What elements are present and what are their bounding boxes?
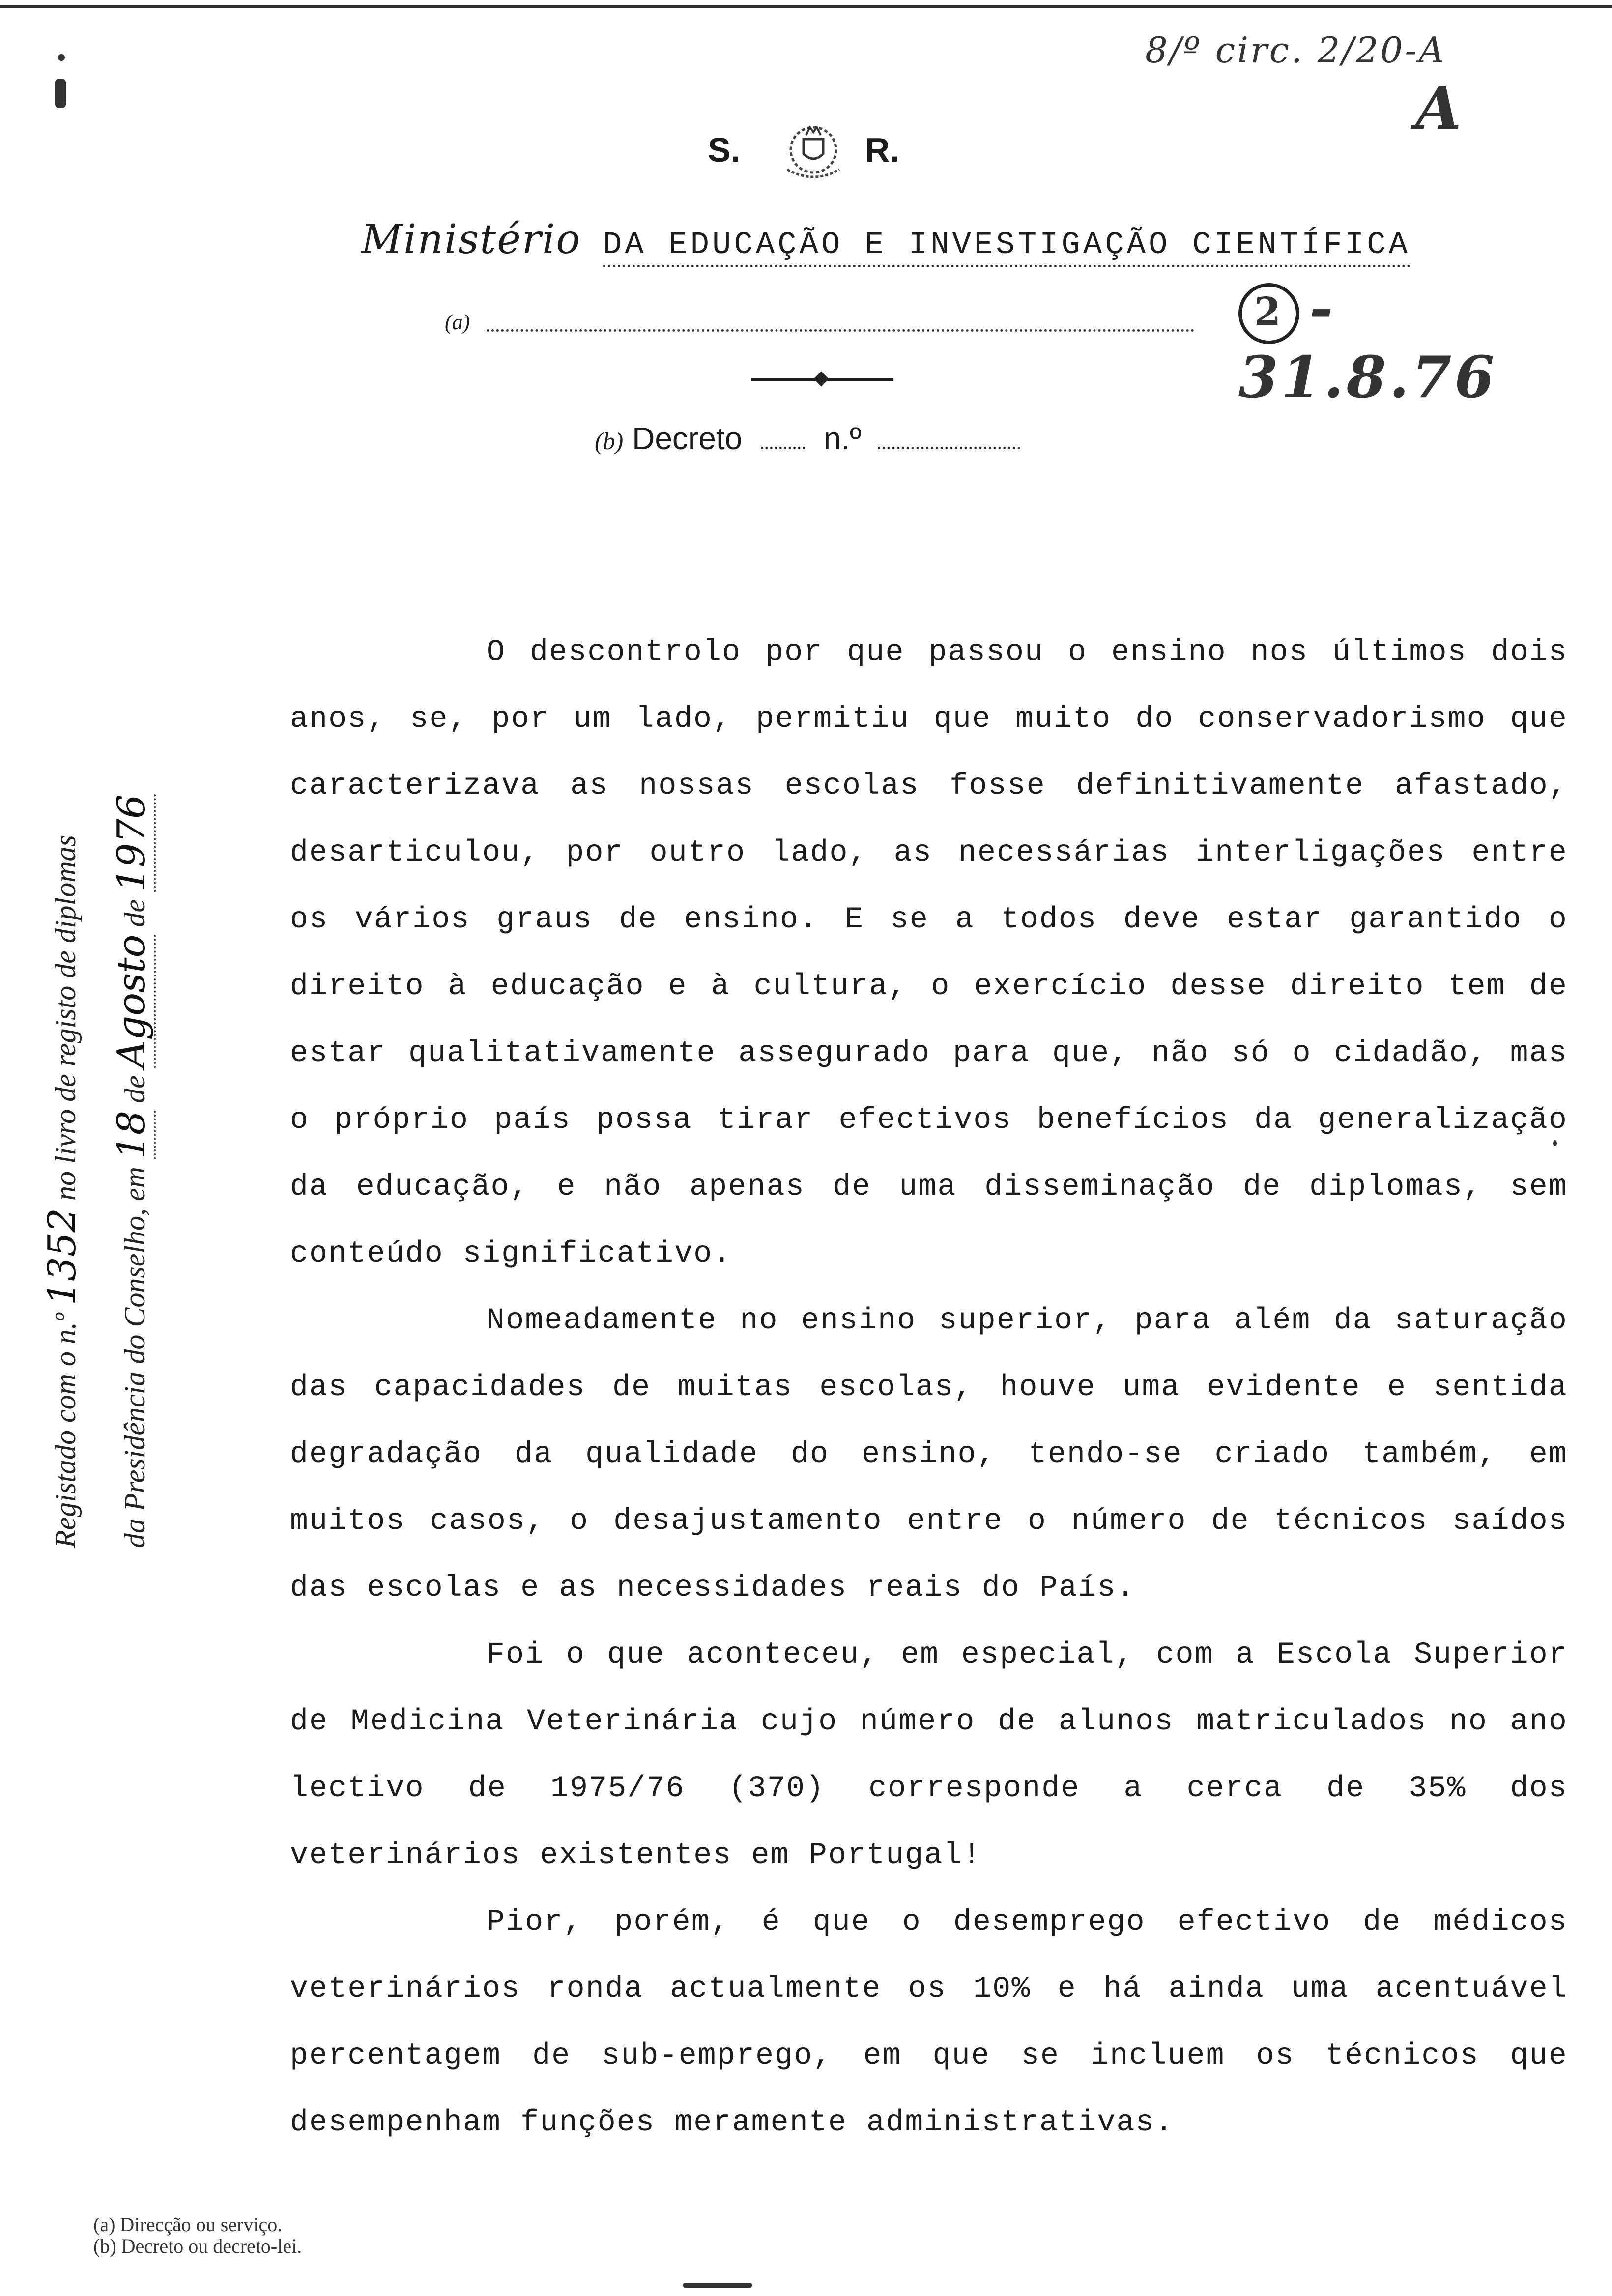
letterhead-sr [703, 115, 958, 194]
margin-line-1 [29, 624, 99, 1548]
divider-diamond-icon [813, 371, 829, 386]
letterhead-r: R. [865, 131, 899, 169]
decree-type-dots [761, 447, 805, 449]
handwritten-reference [1238, 275, 1612, 411]
margin-line-2 [99, 624, 168, 1548]
circled-reference-number: 2 [1238, 283, 1299, 344]
punch-mark [55, 79, 66, 108]
margin-de-2: de [118, 899, 151, 927]
paragraph-2: Nomeadamente no ensino superior, para além da saturação das capacidades de muitas escolas, houve uma evidente e sentida degradação da qualidade do ensino, tendo-se criado também, em muitos casos, o desajustamento entre o número de técnicos saídos das escolas e as necessidades reais do País. [290, 1304, 1568, 1605]
margin-register-number: 1352 [40, 1207, 85, 1306]
field-a-dotted-line [487, 329, 1194, 332]
margin-prefix: Registado com o n.º [49, 1313, 82, 1548]
scan-speck [683, 2283, 752, 2288]
handwritten-top-note: 8/º circ. 2/20-A [1145, 29, 1446, 71]
ministry-stamp: Ministério [361, 216, 581, 263]
decree-word: Decreto [632, 421, 743, 456]
decree-number-label: n.º [823, 421, 862, 456]
ministry-heading [361, 216, 1410, 263]
paragraph-3: Foi o que aconteceu, em especial, com a Escola Superior de Medicina Veterinária cujo número de alunos matriculados no ano lectivo de 1975/76 (370) corresponde a cerca de 35% dos veterinários existentes em Portugal! [290, 1638, 1568, 1872]
document-body [290, 619, 1568, 2156]
footnote-a: (a) Direcção ou serviço. [93, 2213, 283, 2236]
handwritten-stamp-mark: A [1415, 74, 1462, 143]
footnote-b: (b) Decreto ou decreto-lei. [93, 2235, 302, 2257]
reference-date: - 31.8.76 [1238, 275, 1497, 411]
scan-speck [1553, 1140, 1557, 1146]
ministry-name: DA EDUCAÇÃO E INVESTIGAÇÃO CIENTÍFICA [603, 228, 1410, 267]
letterhead-s: S. [708, 131, 741, 169]
coat-of-arms-icon [777, 115, 850, 184]
footnotes [93, 2214, 302, 2257]
paragraph-4: Pior, porém, é que o desemprego efectivo de médicos veterinários ronda actualmente os 10% e há ainda uma acentuável percentagem de sub-emprego, em que se incluem os técnicos que desempenham funções meramente administrativas. [290, 1905, 1568, 2140]
margin-registration-note [29, 624, 192, 1548]
decree-number-dots [878, 447, 1020, 449]
field-a-label: (a) [445, 310, 470, 334]
top-border-line [0, 5, 1612, 8]
margin-middle-text: no livro de registo de diplomas [49, 835, 82, 1201]
decree-marker: (b) [595, 427, 624, 455]
margin-line2-prefix: da Presidência do Conselho, em [118, 1167, 151, 1548]
margin-month: Agosto [110, 935, 156, 1068]
decree-line [595, 420, 1020, 457]
margin-year: 1976 [110, 794, 156, 892]
punch-mark [58, 54, 65, 61]
margin-day: 18 [110, 1111, 156, 1159]
paragraph-1: O descontrolo por que passou o ensino nos últimos dois anos, se, por um lado, permitiu que muito do conservadorismo que caracterizava as nossas escolas fosse definitivamente afastado, desarticulou, por outro lado, as necessárias interligações entre os vários graus de ensino. E se a todos deve estar garantido o direito à educação e à cultura, o exercício desse direito tem de estar qualitativamente assegurado para que, não só o cidadão, mas o próprio país possa tirar efectivos benefícios da generalização da educação, e não apenas de uma disseminação de diplomas, sem conteúdo significativo. [290, 635, 1568, 1271]
margin-de-1: de [118, 1075, 151, 1103]
